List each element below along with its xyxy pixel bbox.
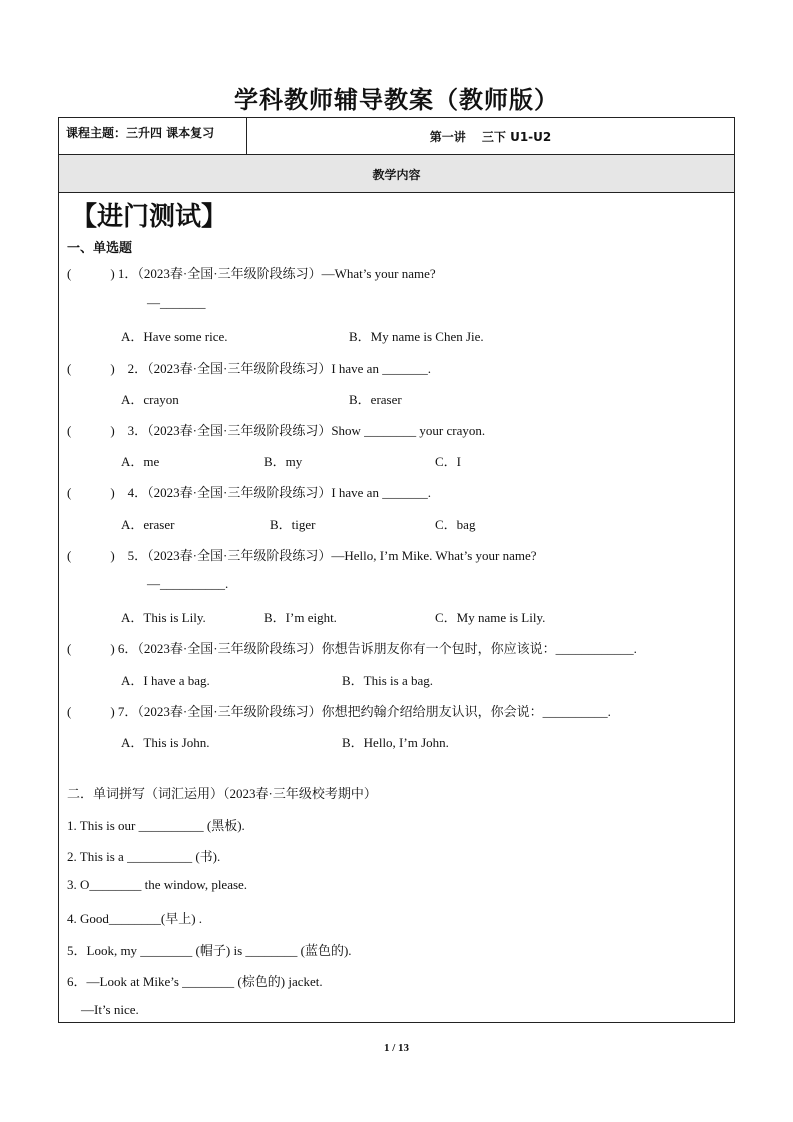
option-a: A．This is John. — [121, 735, 210, 750]
spelling-item: 3. O________ the window, please. — [67, 877, 248, 892]
page-number: 1 / 13 — [383, 1042, 410, 1054]
option-b: B．eraser — [349, 392, 402, 407]
teaching-content-label: 教学内容 — [372, 168, 421, 182]
spelling-item: 1. This is our __________ (黑板). — [67, 818, 245, 833]
option-b: B．My name is Chen Jie. — [349, 329, 484, 344]
option-a: A．me — [121, 454, 160, 469]
spelling-item: 5．Look, my ________ (帽子) is ________ (蓝色的). — [67, 943, 352, 958]
option-a: A．crayon — [121, 392, 179, 407]
part2-heading: 二．单词拼写（词汇运用）（2023春·三年级校考期中） — [67, 786, 377, 801]
answer-line: —_______ — [147, 295, 206, 310]
spelling-item: 6．—Look at Mike’s ________ (棕色的) jacket. — [67, 974, 323, 989]
question-stem: ( ) 2．（2023春·全国·三年级阶段练习）I have an _______. — [67, 361, 431, 376]
spelling-item: 4. Good________(早上) . — [67, 911, 203, 926]
option-b: B．tiger — [270, 517, 316, 532]
option-a: A．Have some rice. — [121, 329, 228, 344]
option-a: A．This is Lily. — [121, 610, 206, 625]
option-c: C．I — [435, 454, 462, 469]
spelling-item: 2. This is a __________ (书). — [67, 849, 221, 864]
option-b: B．This is a bag. — [342, 673, 433, 688]
option-a: A．I have a bag. — [121, 673, 210, 688]
lesson-plan-frame — [58, 117, 735, 1023]
lesson-title: 第一讲 三下 U1-U2 — [429, 130, 552, 144]
option-c: C．bag — [435, 517, 476, 532]
option-a: A．eraser — [121, 517, 175, 532]
option-c: C．My name is Lily. — [435, 610, 546, 625]
option-b: B．Hello, I’m John. — [342, 735, 449, 750]
option-b: B．I’m eight. — [264, 610, 337, 625]
course-topic: 课程主题：三升四 课本复习 — [59, 118, 247, 154]
entry-test-banner: 【进门测试】 — [71, 202, 228, 232]
option-b: B．my — [264, 454, 303, 469]
part1-heading: 一、单选题 — [67, 241, 133, 256]
content-header-row — [59, 155, 734, 193]
spelling-item-response: —It’s nice. — [81, 1002, 139, 1017]
question-stem: ( ) 4．（2023春·全国·三年级阶段练习）I have an _______. — [67, 485, 431, 500]
header-row — [59, 118, 734, 155]
question-stem: ( ) 5．（2023春·全国·三年级阶段练习）—Hello, I’m Mike. What’s your name? — [67, 548, 537, 563]
question-stem: ( ) 7．（2023春·全国·三年级阶段练习）你想把约翰介绍给朋友认识，你会说：__________. — [67, 704, 611, 719]
question-stem: ( ) 6．（2023春·全国·三年级阶段练习）你想告诉朋友你有一个包时，你应该说：____________. — [67, 641, 637, 656]
question-stem: ( ) 3．（2023春·全国·三年级阶段练习）Show ________ your crayon. — [67, 423, 486, 438]
document-title: 学科教师辅导教案（教师版） — [234, 86, 559, 114]
question-stem: ( ) 1．（2023春·全国·三年级阶段练习）—What’s your name? — [67, 266, 436, 281]
answer-line: —__________. — [147, 576, 229, 591]
